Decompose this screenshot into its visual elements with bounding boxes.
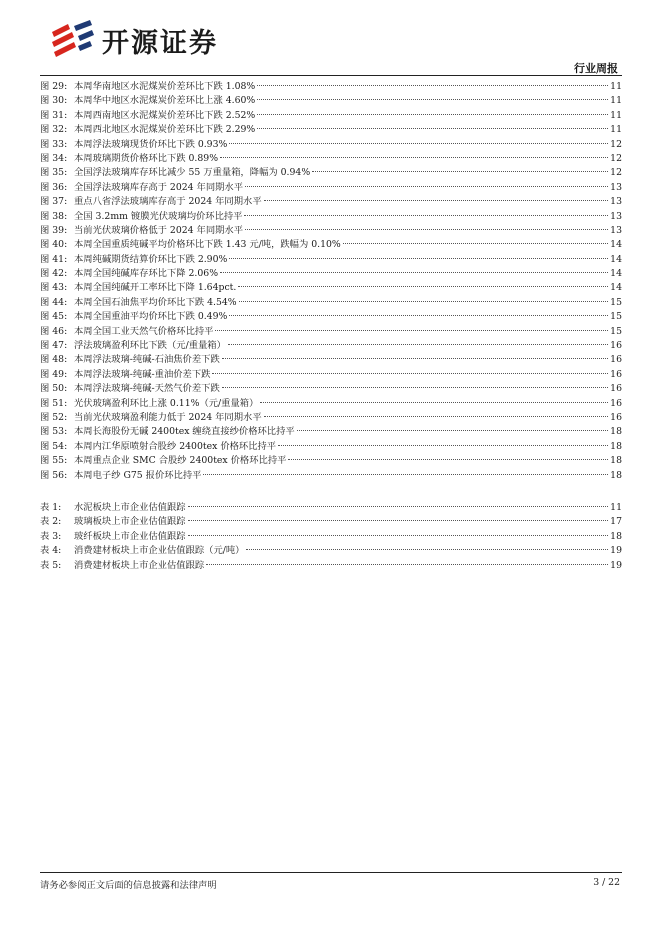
toc-entry-title: 水泥板块上市企业估值跟踪 xyxy=(74,502,186,513)
toc-dot-leader xyxy=(257,85,608,86)
toc-entry-page: 13 xyxy=(610,181,622,193)
toc-entry-page: 18 xyxy=(610,440,622,452)
toc-entry-number: 图 47: xyxy=(40,340,68,352)
toc-dot-leader xyxy=(220,157,608,158)
toc-entry[interactable] xyxy=(40,411,622,425)
toc-entry-number: 图 42: xyxy=(40,268,68,280)
toc-entry-title: 光伏玻璃盈利环比上涨 0.11%（元/重量箱） xyxy=(74,397,259,409)
toc-entry-title: 玻纤板块上市企业估值跟踪 xyxy=(74,530,186,542)
toc-dot-leader xyxy=(257,114,608,115)
toc-entry-title: 本周全国纯碱库存环比下降 2.06% xyxy=(74,268,219,280)
toc-entry-page: 19 xyxy=(610,545,622,557)
toc-entry-title: 本周长海股份无碱 2400tex 缠绕直接纱价格环比持平 xyxy=(74,426,295,438)
toc-entry-number: 图 45: xyxy=(40,311,68,323)
toc-entry-page: 12 xyxy=(610,152,622,164)
toc-entry[interactable] xyxy=(40,152,622,166)
toc-dot-leader xyxy=(257,99,608,100)
toc-dot-leader xyxy=(228,344,608,345)
toc-entry-title: 消费建材板块上市企业估值跟踪 xyxy=(74,559,205,571)
toc-entry-number: 图 29: xyxy=(40,81,68,92)
toc-dot-leader xyxy=(343,243,608,244)
toc-entry-number: 图 56: xyxy=(40,469,68,481)
toc-entry-title: 消费建材板块上市企业估值跟踪（元/吨） xyxy=(74,545,245,557)
toc-entry-title: 本周玻璃期货价格环比下跌 0.89% xyxy=(74,152,219,164)
toc-dot-leader xyxy=(239,301,608,302)
toc-entry[interactable] xyxy=(40,382,622,396)
toc-entry-page: 14 xyxy=(610,239,622,251)
toc-entry-title: 浮法玻璃盈利环比下跌（元/重量箱） xyxy=(74,340,226,352)
toc-entry-page: 11 xyxy=(610,81,622,92)
toc-entry-page: 18 xyxy=(610,426,622,438)
toc-entry-page: 17 xyxy=(610,516,622,528)
toc-entry-number: 图 54: xyxy=(40,440,68,452)
toc-entry-title: 本周浮法玻璃现货价环比下跌 0.93% xyxy=(74,138,228,150)
toc-entry-page: 14 xyxy=(610,253,622,265)
figure-list xyxy=(40,80,622,483)
toc-entry-page: 16 xyxy=(610,397,622,409)
toc-entry-title: 本周全国工业天然气价格环比持平 xyxy=(74,325,214,337)
toc-entry-page: 15 xyxy=(610,296,622,308)
toc-entry-page: 15 xyxy=(610,311,622,323)
toc-dot-leader xyxy=(188,520,608,521)
toc-entry-page: 13 xyxy=(610,210,622,222)
toc-entry-number: 图 35: xyxy=(40,167,68,179)
toc-entry-title: 本周西北地区水泥煤炭价差环比下跌 2.29% xyxy=(74,124,256,136)
toc-entry[interactable] xyxy=(40,109,622,123)
toc-entry-title: 本周全国石油焦平均价环比下跌 4.54% xyxy=(74,296,237,308)
footer-divider xyxy=(40,872,622,873)
toc-dot-leader xyxy=(245,229,608,230)
toc-entry[interactable] xyxy=(40,368,622,382)
toc-entry[interactable] xyxy=(40,425,622,439)
toc-entry-page: 18 xyxy=(610,530,622,542)
toc-dot-leader xyxy=(288,459,608,460)
toc-dot-leader xyxy=(222,358,608,359)
report-type-label: 行业周报 xyxy=(574,62,618,75)
toc-entry[interactable] xyxy=(40,94,622,108)
table-list xyxy=(40,501,622,573)
toc-entry[interactable] xyxy=(40,559,622,573)
toc-dot-leader xyxy=(246,549,608,550)
toc-entry-title: 本周浮法玻璃-纯碱-天然气价差下跌 xyxy=(74,383,220,395)
toc-entry-page: 13 xyxy=(610,224,622,236)
toc-entry-page: 16 xyxy=(610,411,622,423)
toc-entry[interactable] xyxy=(40,80,622,94)
toc-entry[interactable] xyxy=(40,166,622,180)
toc-entry-number: 图 43: xyxy=(40,282,68,294)
toc-entry-title: 本周浮法玻璃-纯碱-石油焦价差下跌 xyxy=(74,354,220,366)
toc-entry-number: 图 41: xyxy=(40,253,68,265)
toc-entry-title: 全国 3.2mm 镀膜光伏玻璃均价环比持平 xyxy=(74,210,243,222)
toc-entry[interactable] xyxy=(40,397,622,411)
toc-dot-leader xyxy=(215,330,608,331)
toc-dot-leader xyxy=(297,430,608,431)
toc-entry[interactable] xyxy=(40,181,622,195)
page-indicator: 3 / 22 xyxy=(593,877,620,888)
brand-name: 开源证券 xyxy=(102,27,218,59)
toc-entry-title: 本周全国重油平均价环比下跌 0.49% xyxy=(74,311,228,323)
toc-entry[interactable] xyxy=(40,469,622,483)
toc-entry-title: 当前光伏玻璃价格低于 2024 年同期水平 xyxy=(74,224,244,236)
toc-entry-page: 18 xyxy=(610,455,622,467)
toc-entry-title: 本周华中地区水泥煤炭价差环比上涨 4.60% xyxy=(74,95,256,107)
toc-entry[interactable] xyxy=(40,123,622,137)
toc-dot-leader xyxy=(264,416,608,417)
toc-entry[interactable] xyxy=(40,440,622,454)
toc-entry-title: 本周内江华原喷射合股纱 2400tex 价格环比持平 xyxy=(74,440,277,452)
toc-entry-title: 本周西南地区水泥煤炭价差环比下跌 2.52% xyxy=(74,109,256,121)
toc-entry-title: 本周重点企业 SMC 合股纱 2400tex 价格环比持平 xyxy=(74,455,287,467)
toc-entry-page: 18 xyxy=(610,469,622,481)
toc-dot-leader xyxy=(238,286,608,287)
toc-entry-page: 14 xyxy=(610,282,622,294)
brand-logo-icon xyxy=(50,20,94,60)
toc-dot-leader xyxy=(188,506,608,507)
toc-entry-page: 16 xyxy=(610,354,622,366)
toc-entry-page: 11 xyxy=(610,109,622,121)
toc-entry-number: 图 55: xyxy=(40,455,68,467)
toc-dot-leader xyxy=(222,387,608,388)
footer-disclaimer: 请务必参阅正文后面的信息披露和法律声明 xyxy=(40,880,217,891)
toc-dot-leader xyxy=(206,564,608,565)
brand-logo xyxy=(50,18,218,62)
toc-entry-number: 图 44: xyxy=(40,296,68,308)
toc-entry-title: 全国浮法玻璃库存环比减少 55 万重量箱，降幅为 0.94% xyxy=(74,167,311,179)
toc-entry[interactable] xyxy=(40,281,622,295)
toc-dot-leader xyxy=(188,535,608,536)
toc-entry-number: 表 5: xyxy=(40,559,62,571)
toc-entry-title: 本周华南地区水泥煤炭价差环比下跌 1.08% xyxy=(74,81,256,92)
toc-entry-title: 全国浮法玻璃库存高于 2024 年同期水平 xyxy=(74,181,244,193)
toc-entry-page: 19 xyxy=(610,559,622,571)
toc-dot-leader xyxy=(260,402,608,403)
toc-entry-page: 12 xyxy=(610,138,622,150)
toc-entry-number: 表 4: xyxy=(40,545,62,557)
toc-entry-title: 本周浮法玻璃-纯碱-重油价差下跌 xyxy=(74,368,211,380)
toc-entry[interactable] xyxy=(40,210,622,224)
toc-dot-leader xyxy=(229,258,608,259)
toc-entry[interactable] xyxy=(40,515,622,529)
toc-entry-title: 玻璃板块上市企业估值跟踪 xyxy=(74,516,186,528)
toc-entry-number: 图 37: xyxy=(40,196,68,208)
toc-entry-page: 11 xyxy=(610,95,622,107)
toc-dot-leader xyxy=(229,315,608,316)
toc-entry-number: 图 49: xyxy=(40,368,68,380)
toc-entry-number: 图 34: xyxy=(40,152,68,164)
toc-entry-page: 16 xyxy=(610,368,622,380)
toc-entry[interactable] xyxy=(40,353,622,367)
toc-entry-number: 图 51: xyxy=(40,397,68,409)
toc-entry-page: 15 xyxy=(610,325,622,337)
toc-dot-leader xyxy=(212,373,608,374)
toc-dot-leader xyxy=(229,143,608,144)
toc-entry-page: 16 xyxy=(610,340,622,352)
toc-entry-number: 图 38: xyxy=(40,210,68,222)
toc-entry-page: 11 xyxy=(610,502,622,513)
toc-entry[interactable] xyxy=(40,325,622,339)
toc-entry-number: 图 33: xyxy=(40,138,68,150)
toc-entry[interactable] xyxy=(40,238,622,252)
toc-entry-number: 图 48: xyxy=(40,354,68,366)
toc-entry[interactable] xyxy=(40,544,622,558)
toc-entry[interactable] xyxy=(40,339,622,353)
toc-entry-page: 16 xyxy=(610,383,622,395)
toc-entry-title: 本周纯碱期货结算价环比下跌 2.90% xyxy=(74,253,228,265)
toc-entry-number: 图 36: xyxy=(40,181,68,193)
toc-entry-number: 图 39: xyxy=(40,224,68,236)
toc-entry-number: 图 52: xyxy=(40,411,68,423)
header-divider xyxy=(40,75,622,76)
toc-entry-number: 图 31: xyxy=(40,109,68,121)
toc-entry-page: 11 xyxy=(610,124,622,136)
toc-entry-number: 图 30: xyxy=(40,95,68,107)
toc-entry-number: 表 3: xyxy=(40,530,62,542)
toc-entry[interactable] xyxy=(40,224,622,238)
toc-entry-title: 本周全国纯碱开工率环比下降 1.64pct. xyxy=(74,282,237,294)
toc-dot-leader xyxy=(244,215,608,216)
toc-entry-number: 图 32: xyxy=(40,124,68,136)
toc-entry[interactable] xyxy=(40,310,622,324)
toc-entry[interactable] xyxy=(40,253,622,267)
toc-dot-leader xyxy=(220,272,608,273)
toc-dot-leader xyxy=(312,171,608,172)
toc-entry-title: 重点八省浮法玻璃库存高于 2024 年同期水平 xyxy=(74,196,262,208)
toc-entry[interactable] xyxy=(40,195,622,209)
toc-entry-page: 14 xyxy=(610,268,622,280)
toc-entry-number: 图 53: xyxy=(40,426,68,438)
toc-dot-leader xyxy=(264,200,608,201)
toc-entry-title: 本周全国重质纯碱平均价格环比下跌 1.43 元/吨，跌幅为 0.10% xyxy=(74,239,341,251)
toc-entry[interactable] xyxy=(40,267,622,281)
toc-entry-number: 图 50: xyxy=(40,383,68,395)
toc-entry-title: 当前光伏玻璃盈利能力低于 2024 年同期水平 xyxy=(74,411,262,423)
toc-entry[interactable] xyxy=(40,454,622,468)
toc-entry[interactable] xyxy=(40,530,622,544)
toc-entry-page: 13 xyxy=(610,196,622,208)
toc-dot-leader xyxy=(257,128,608,129)
toc-dot-leader xyxy=(278,445,608,446)
toc-dot-leader xyxy=(203,474,608,475)
toc-entry-number: 表 2: xyxy=(40,516,62,528)
toc-entry[interactable] xyxy=(40,501,622,515)
toc-entry-number: 图 46: xyxy=(40,325,68,337)
toc-entry-page: 12 xyxy=(610,167,622,179)
toc-entry-title: 本周电子纱 G75 报价环比持平 xyxy=(74,469,202,481)
toc-entry[interactable] xyxy=(40,296,622,310)
toc-entry-number: 图 40: xyxy=(40,239,68,251)
toc-entry[interactable] xyxy=(40,138,622,152)
toc-dot-leader xyxy=(245,186,608,187)
toc-entry-number: 表 1: xyxy=(40,502,62,513)
